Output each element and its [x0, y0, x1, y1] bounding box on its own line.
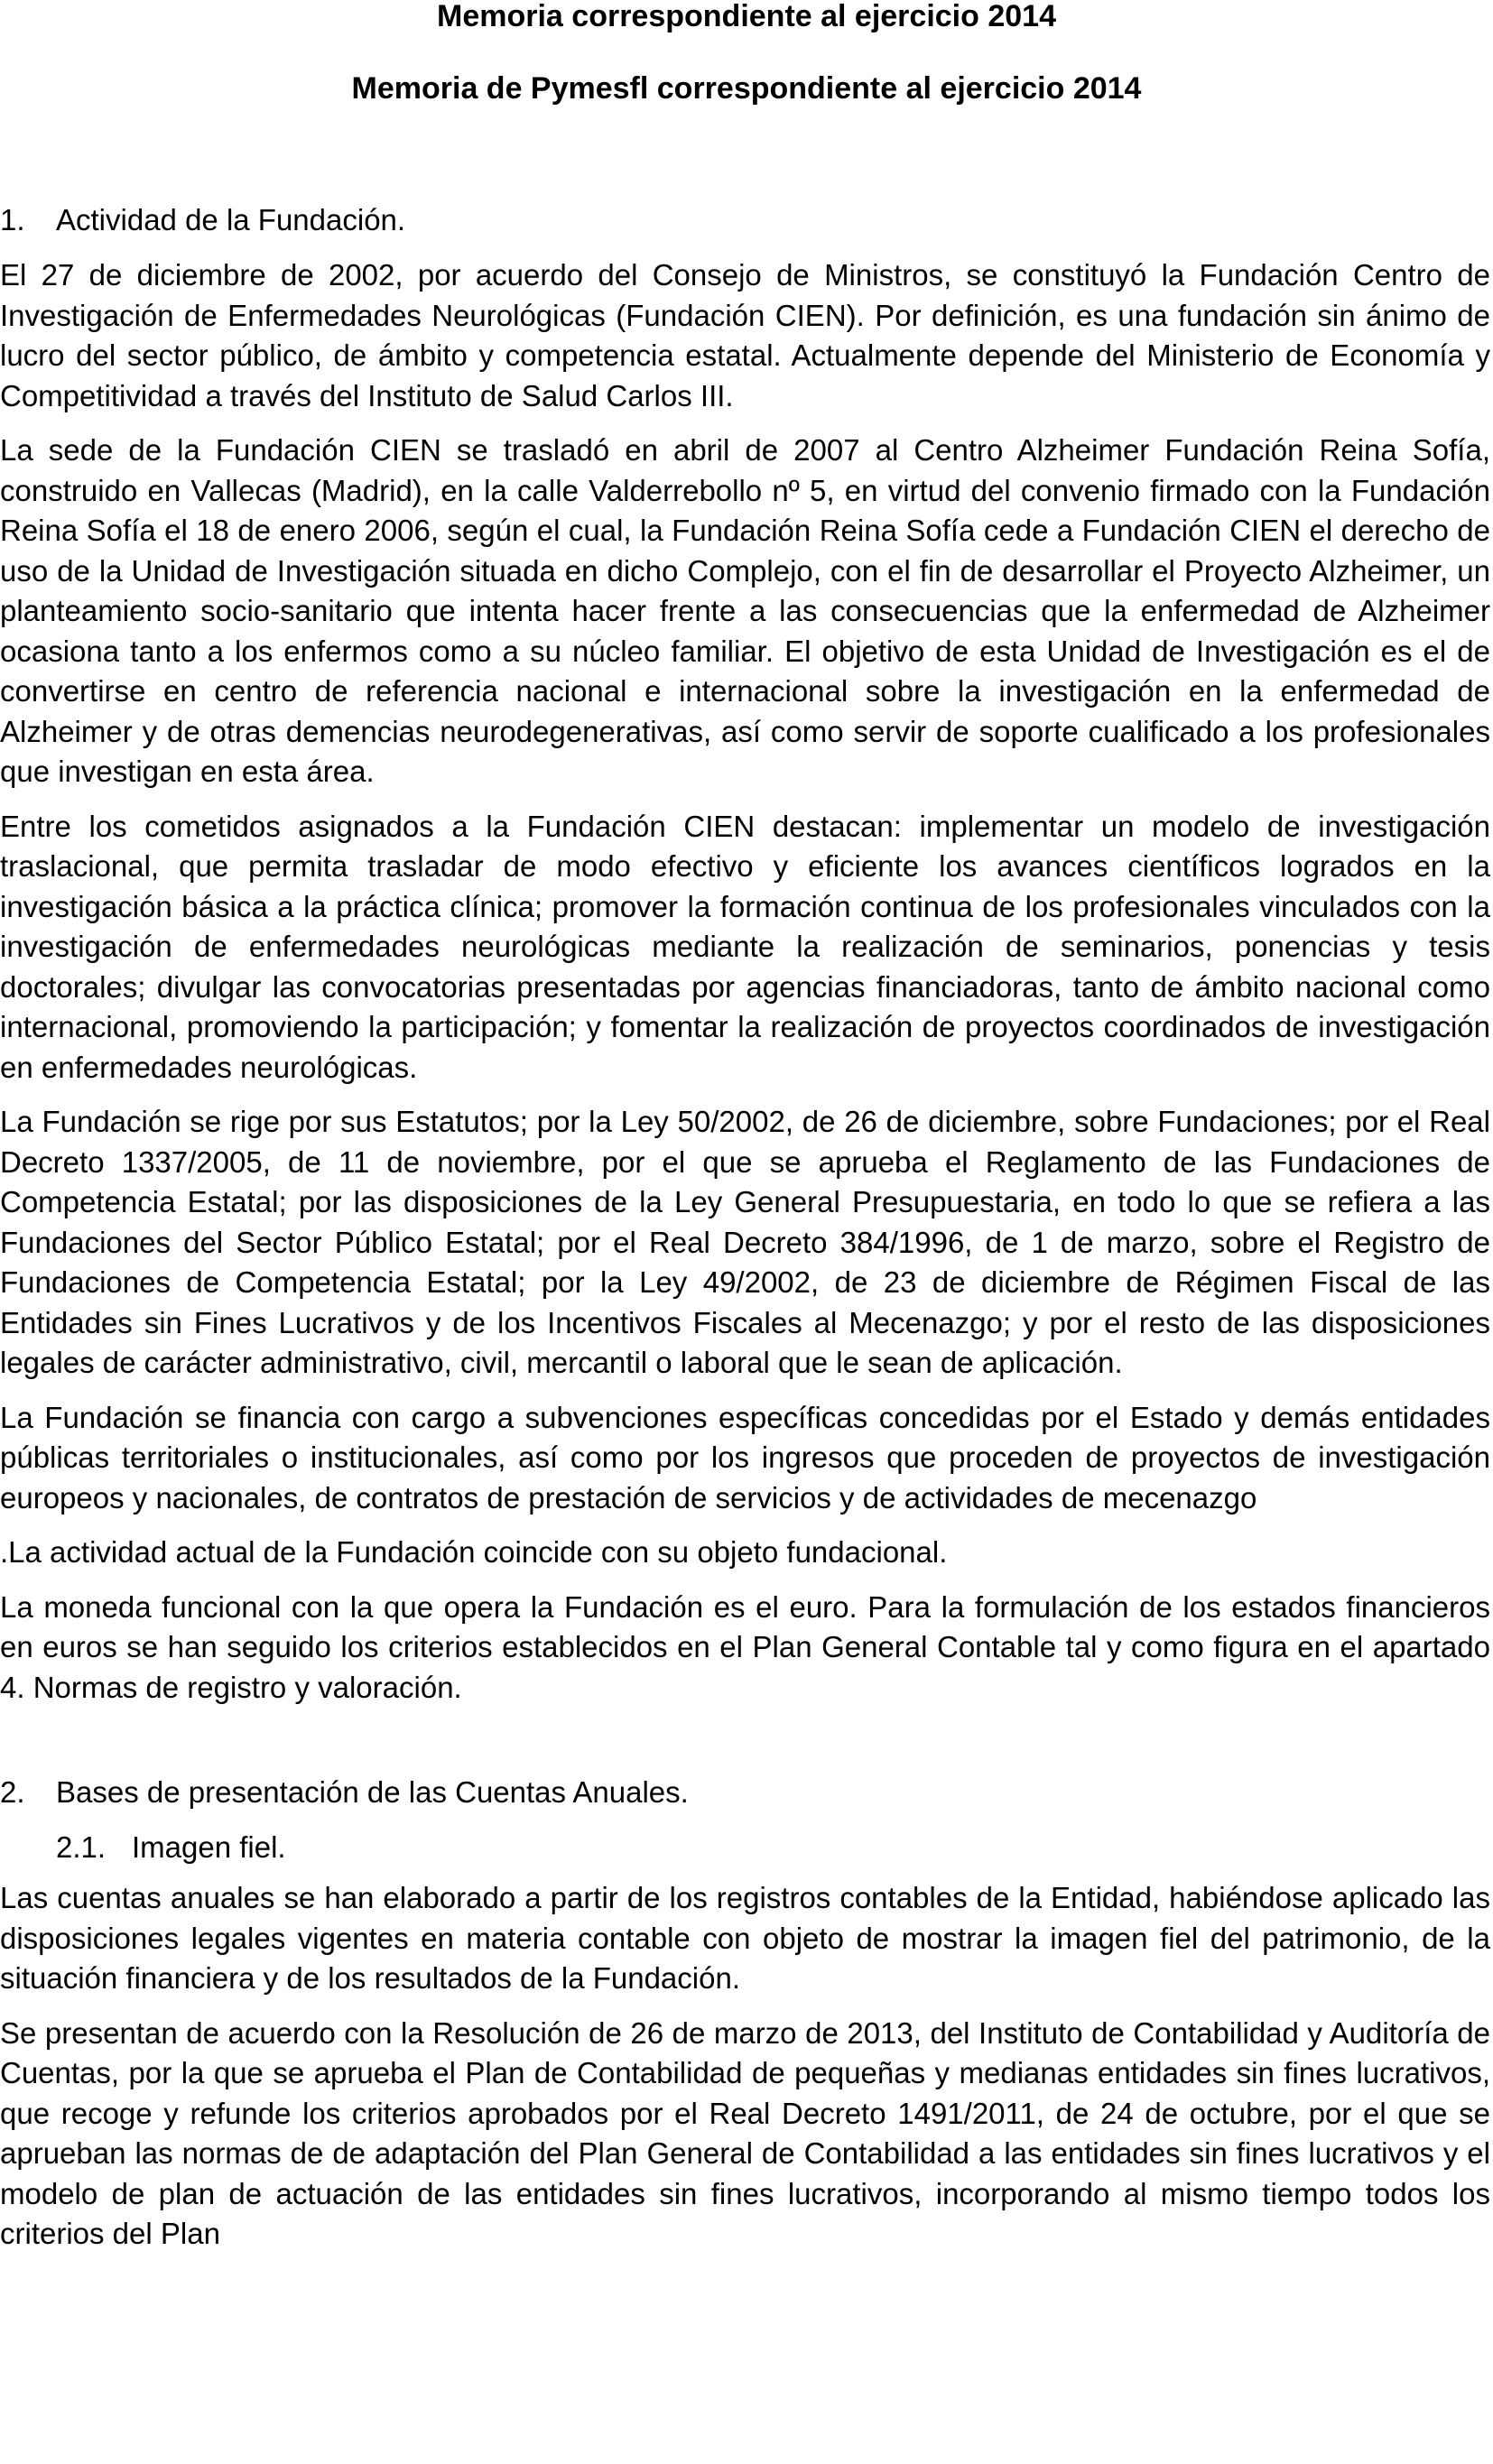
section-2-paragraph-1: Las cuentas anuales se han elaborado a partir de los registros contables de la Entidad, habiéndose aplicado las disposiciones legales vigentes en materia contable con objeto de mostrar la imagen fiel del patrimonio, de la situación financiera y de los resultados de la Fundación.	[0, 1881, 1490, 1995]
subsection-2-1-number: 2.1.	[56, 1830, 107, 1864]
section-1-title: Actividad de la Fundación.	[56, 203, 406, 236]
document-body	[0, 200, 1490, 2269]
section-2-title: Bases de presentación de las Cuentas Anuales.	[56, 1775, 689, 1809]
subsection-2-1-heading	[0, 1828, 1490, 1867]
section-1-paragraph-6: .La actividad actual de la Fundación coincide con su objeto fundacional.	[0, 1535, 948, 1569]
document-title: Memoria correspondiente al ejercicio 2014	[437, 0, 1056, 33]
section-1-paragraph-5: La Fundación se financia con cargo a subvenciones específicas concedidas por el Estado y demás entidades públicas territoriales o institucionales, así como por los ingresos que proceden de proyectos de investigación europeos y nacionales, de contratos de prestación de servicios y de actividades de mecenazgo	[0, 1400, 1490, 1515]
section-2-number: 2.	[0, 1775, 25, 1809]
section-1-paragraph-4: La Fundación se rige por sus Estatutos; por la Ley 50/2002, de 26 de diciembre, sobre Fundaciones; por el Real Decreto 1337/2005, de 11 de noviembre, por el que se aprueba el Reglamento de las Fundaciones de Competencia Estatal; por las disposiciones de la Ley General Presupuestaria, en todo lo que se refiera a las Fundaciones del Sector Público Estatal; por el Real Decreto 384/1996, de 1 de marzo, sobre el Registro de Fundaciones de Competencia Estatal; por la Ley 49/2002, de 23 de diciembre de Régimen Fiscal de las Entidades sin Fines Lucrativos y de los Incentivos Fiscales al Mecenazgo; y por el resto de las disposiciones legales de carácter administrativo, civil, mercantil o laboral que le sean de aplicación.	[0, 1105, 1490, 1379]
section-1-paragraph-3: Entre los cometidos asignados a la Fundación CIEN destacan: implementar un modelo de investigación traslacional, que permita trasladar de modo efectivo y eficiente los avances científicos logrados en la investigación básica a la práctica clínica; promover la formación continua de los profesionales vinculados con la investigación de enfermedades neurológicas mediante la realización de seminarios, ponencias y tesis doctorales; divulgar las convocatorias presentadas por agencias financiadoras, tanto de ámbito nacional como internacional, promoviendo la participación; y fomentar la realización de proyectos coordinados de investigación en enfermedades neurológicas.	[0, 809, 1490, 1084]
section-1-heading	[0, 200, 1490, 240]
section-1-paragraph-7: La moneda funcional con la que opera la Fundación es el euro. Para la formulación de los estados financieros en euros se han seguido los criterios establecidos en el Plan General Contable tal y como figura en el apartado 4. Normas de registro y valoración.	[0, 1589, 1490, 1704]
section-1-number: 1.	[0, 203, 25, 236]
subsection-2-1-title: Imagen fiel.	[132, 1830, 286, 1864]
section-2-heading	[0, 1773, 1490, 1812]
document-subtitle: Memoria de Pymesfl correspondiente al ejercicio 2014	[351, 71, 1142, 106]
section-1-paragraph-1: El 27 de diciembre de 2002, por acuerdo del Consejo de Ministros, se constituyó la Fundación Centro de Investigación de Enfermedades Neurológicas (Fundación CIEN). Por definición, es una fundación sin ánimo de lucro del sector público, de ámbito y competencia estatal. Actualmente depende del Ministerio de Economía y Competitividad a través del Instituto de Salud Carlos III.	[0, 258, 1490, 412]
section-1-paragraph-2: La sede de la Fundación CIEN se trasladó en abril de 2007 al Centro Alzheimer Fundación Reina Sofía, construido en Vallecas (Madrid), en la calle Valderrebollo nº 5, en virtud del convenio firmado con la Fundación Reina Sofía el 18 de enero 2006, según el cual, la Fundación Reina Sofía cede a Fundación CIEN el derecho de uso de la Unidad de Investigación situada en dicho Complejo, con el fin de desarrollar el Proyecto Alzheimer, un planteamiento socio-sanitario que intenta hacer frente a las consecuencias que la enfermedad de Alzheimer ocasiona tanto a los enfermos como a su núcleo familiar. El objetivo de esta Unidad de Investigación es el de convertirse en centro de referencia nacional e internacional sobre la investigación en la enfermedad de Alzheimer y de otras demencias neurodegenerativas, así como servir de soporte cualificado a los profesionales que investigan en esta área.	[0, 433, 1490, 788]
section-spacer	[0, 1722, 1490, 1773]
section-2-paragraph-2: Se presentan de acuerdo con la Resolución de 26 de marzo de 2013, del Instituto de Contabilidad y Auditoría de Cuentas, por la que se aprueba el Plan de Contabilidad de pequeñas y medianas entidades sin fines lucrativos, que recoge y refunde los criterios aprobados por el Real Decreto 1491/2011, de 24 de octubre, por el que se aprueban las normas de de adaptación del Plan General de Contabilidad a las entidades sin fines lucrativos y el modelo de plan de actuación de las entidades sin fines lucrativos, incorporando al mismo tiempo todos los criterios del Plan	[0, 2015, 1490, 2250]
